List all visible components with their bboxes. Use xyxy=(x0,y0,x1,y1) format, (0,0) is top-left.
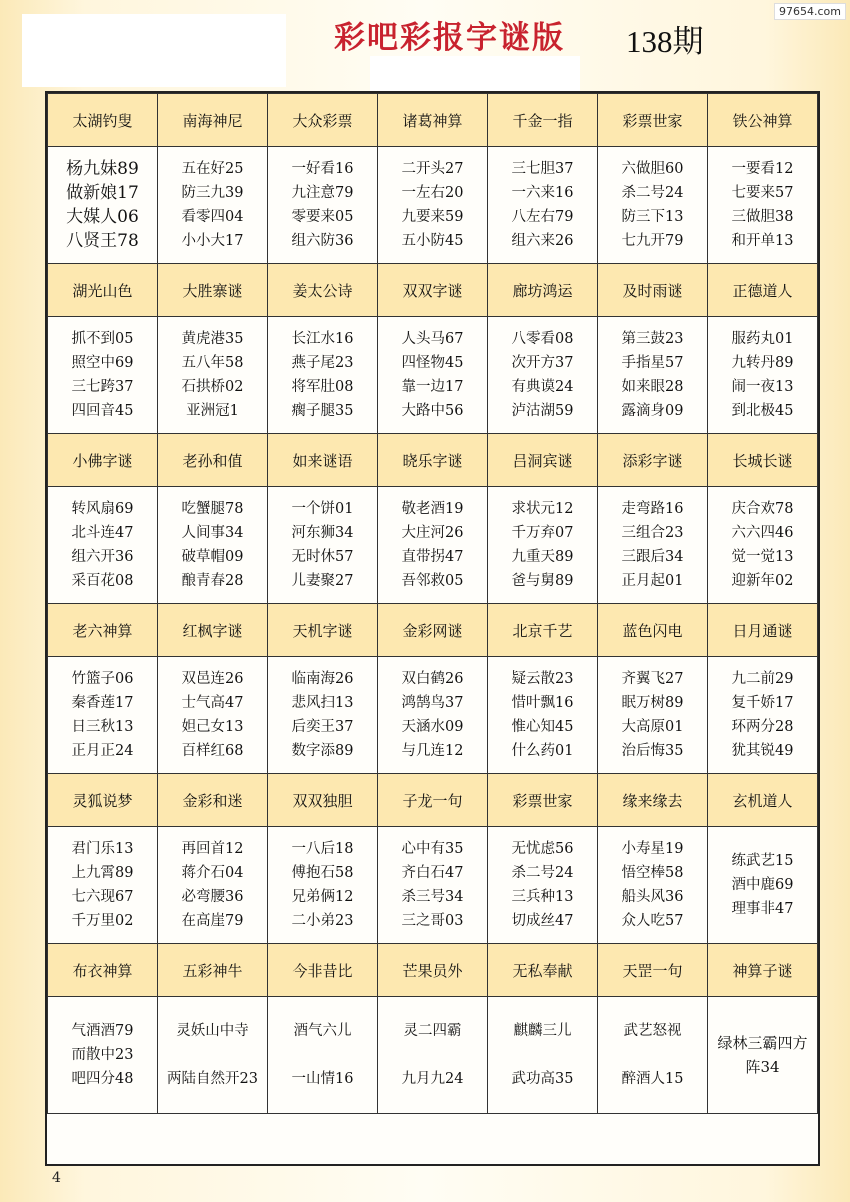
riddle-line: 如来眼28 xyxy=(621,379,684,395)
riddle-line: 破草帽09 xyxy=(181,549,244,565)
column-header: 灵狐说梦 xyxy=(48,774,158,827)
riddle-line: 大媒人06 xyxy=(66,207,139,227)
riddle-line: 麒麟三儿 xyxy=(513,1023,572,1039)
riddle-cell xyxy=(158,657,268,774)
riddle-cell xyxy=(158,317,268,434)
riddle-line: 小寿星19 xyxy=(621,841,684,857)
header-row xyxy=(48,774,818,827)
riddle-cell xyxy=(378,317,488,434)
riddle-line: 燕子尾23 xyxy=(291,355,354,371)
riddle-cell xyxy=(598,827,708,944)
riddle-line: 惟心知45 xyxy=(511,719,574,735)
column-header: 日月通谜 xyxy=(708,604,818,657)
riddle-cell xyxy=(488,997,598,1114)
riddle-line: 一左右20 xyxy=(401,185,464,201)
riddle-line: 治后悔35 xyxy=(621,743,684,759)
riddle-line: 九月九24 xyxy=(401,1071,464,1087)
column-header: 姜太公诗 xyxy=(268,264,378,317)
content-row xyxy=(48,147,818,264)
riddle-line: 第三鼓23 xyxy=(621,331,684,347)
riddle-line: 五小防45 xyxy=(401,233,464,249)
riddle-line: 五在好25 xyxy=(181,161,244,177)
riddle-line: 齐翼飞27 xyxy=(621,671,684,687)
riddle-line: 到北极45 xyxy=(731,403,794,419)
riddle-line: 灵妖山中寺 xyxy=(176,1023,249,1039)
riddle-line: 双邑连26 xyxy=(181,671,244,687)
riddle-line: 竹篮子06 xyxy=(71,671,134,687)
riddle-line: 人头马67 xyxy=(401,331,464,347)
riddle-cell xyxy=(708,147,818,264)
riddle-line: 日三秋13 xyxy=(71,719,134,735)
riddle-line: 无时休57 xyxy=(291,549,354,565)
riddle-line: 三之哥03 xyxy=(401,913,464,929)
riddle-line: 后奕王37 xyxy=(291,719,354,735)
riddle-cell xyxy=(708,997,818,1114)
riddle-line: 千万弃07 xyxy=(511,525,574,541)
column-header: 今非昔比 xyxy=(268,944,378,997)
riddle-cell xyxy=(158,487,268,604)
riddle-line: 三做胆38 xyxy=(731,209,794,225)
riddle-cell xyxy=(378,997,488,1114)
riddle-line: 气酒酒79 xyxy=(71,1023,134,1039)
riddle-line: 三组合23 xyxy=(621,525,684,541)
riddle-line: 转风扇69 xyxy=(71,501,134,517)
riddle-table xyxy=(47,93,818,1114)
riddle-line: 大庄河26 xyxy=(401,525,464,541)
blank-panel xyxy=(370,56,580,94)
column-header: 太湖钓叟 xyxy=(48,94,158,147)
riddle-line: 八左右79 xyxy=(511,209,574,225)
riddle-cell xyxy=(158,997,268,1114)
column-header: 芒果员外 xyxy=(378,944,488,997)
column-header: 千金一指 xyxy=(488,94,598,147)
riddle-line: 亚洲冠1 xyxy=(186,403,239,419)
riddle-cell xyxy=(488,827,598,944)
riddle-line: 二小弟23 xyxy=(291,913,354,929)
riddle-line: 君门乐13 xyxy=(71,841,134,857)
riddle-line: 妲己女13 xyxy=(181,719,244,735)
column-header: 红枫字谜 xyxy=(158,604,268,657)
riddle-line: 灵二四霸 xyxy=(403,1023,462,1039)
riddle-line: 吾邻救05 xyxy=(401,573,464,589)
riddle-cell xyxy=(268,827,378,944)
column-header: 大胜寨谜 xyxy=(158,264,268,317)
column-header: 天罡一句 xyxy=(598,944,708,997)
riddle-cell xyxy=(378,147,488,264)
riddle-line: 傅抱石58 xyxy=(291,865,354,881)
content-row xyxy=(48,657,818,774)
riddle-cell xyxy=(488,147,598,264)
blank-panel xyxy=(22,14,286,87)
riddle-line: 照空中69 xyxy=(71,355,134,371)
riddle-line: 七要来57 xyxy=(731,185,794,201)
riddle-line: 众人吃57 xyxy=(621,913,684,929)
column-header: 五彩神牛 xyxy=(158,944,268,997)
column-header: 无私奉献 xyxy=(488,944,598,997)
column-header: 及时雨谜 xyxy=(598,264,708,317)
riddle-line: 九转丹89 xyxy=(731,355,794,371)
riddle-line: 船头风36 xyxy=(621,889,684,905)
riddle-line: 杀三号34 xyxy=(401,889,464,905)
spacer xyxy=(598,1043,707,1067)
riddle-line: 直带拐47 xyxy=(401,549,464,565)
riddle-line: 人间事34 xyxy=(181,525,244,541)
riddle-cell xyxy=(268,657,378,774)
riddle-cell xyxy=(708,657,818,774)
riddle-line: 杀二号24 xyxy=(511,865,574,881)
spacer xyxy=(488,1043,597,1067)
riddle-line: 三跟后34 xyxy=(621,549,684,565)
riddle-line: 采百花08 xyxy=(71,573,134,589)
riddle-cell xyxy=(268,487,378,604)
header-row xyxy=(48,434,818,487)
riddle-line: 八零看08 xyxy=(511,331,574,347)
riddle-cell xyxy=(48,147,158,264)
column-header: 如来谜语 xyxy=(268,434,378,487)
riddle-cell xyxy=(708,317,818,434)
riddle-line: 再回首12 xyxy=(181,841,244,857)
riddle-line: 两陆自然开23 xyxy=(167,1071,258,1087)
riddle-line: 环两分28 xyxy=(731,719,794,735)
riddle-line: 河东狮34 xyxy=(291,525,354,541)
issue-number: 138期 xyxy=(626,24,704,59)
riddle-line: 组六开36 xyxy=(71,549,134,565)
riddle-line: 绿林三霸四方阵34 xyxy=(717,1034,808,1076)
column-header: 正德道人 xyxy=(708,264,818,317)
riddle-line: 九重天89 xyxy=(511,549,574,565)
column-header: 蓝色闪电 xyxy=(598,604,708,657)
riddle-line: 组六来26 xyxy=(511,233,574,249)
column-header: 天机字谜 xyxy=(268,604,378,657)
riddle-line: 一好看16 xyxy=(291,161,354,177)
riddle-line: 无忧虑56 xyxy=(511,841,574,857)
riddle-line: 闹一夜13 xyxy=(731,379,794,395)
riddle-line: 百样红68 xyxy=(181,743,244,759)
riddle-line: 五八年58 xyxy=(181,355,244,371)
riddle-cell xyxy=(48,997,158,1114)
content-row xyxy=(48,317,818,434)
riddle-line: 九二前29 xyxy=(731,671,794,687)
riddle-line: 酒中鹿69 xyxy=(731,877,794,893)
column-header: 金彩网谜 xyxy=(378,604,488,657)
riddle-line: 一要看12 xyxy=(731,161,794,177)
riddle-line: 长江水16 xyxy=(291,331,354,347)
column-header: 湖光山色 xyxy=(48,264,158,317)
column-header: 吕洞宾谜 xyxy=(488,434,598,487)
column-header: 北京千艺 xyxy=(488,604,598,657)
riddle-cell xyxy=(158,827,268,944)
riddle-line: 大高原01 xyxy=(621,719,684,735)
riddle-cell xyxy=(48,487,158,604)
column-header: 彩票世家 xyxy=(598,94,708,147)
riddle-line: 做新娘17 xyxy=(66,183,139,203)
riddle-line: 一个饼01 xyxy=(291,501,354,517)
riddle-line: 正月正24 xyxy=(71,743,134,759)
column-header: 子龙一句 xyxy=(378,774,488,827)
riddle-line: 求状元12 xyxy=(511,501,574,517)
riddle-line: 吧四分48 xyxy=(71,1071,134,1087)
column-header: 添彩字谜 xyxy=(598,434,708,487)
site-watermark[interactable]: 97654.com xyxy=(774,3,846,20)
riddle-line: 四回音45 xyxy=(71,403,134,419)
content-row xyxy=(48,487,818,604)
header-row xyxy=(48,94,818,147)
column-header: 神算子谜 xyxy=(708,944,818,997)
riddle-line: 七九开79 xyxy=(621,233,684,249)
riddle-line: 四怪物45 xyxy=(401,355,464,371)
riddle-cell xyxy=(268,147,378,264)
column-header: 布衣神算 xyxy=(48,944,158,997)
riddle-line: 石拱桥02 xyxy=(181,379,244,395)
page-header xyxy=(0,0,850,95)
riddle-cell xyxy=(598,317,708,434)
riddle-line: 悟空棒58 xyxy=(621,865,684,881)
riddle-line: 千万里02 xyxy=(71,913,134,929)
riddle-line: 兄弟俩12 xyxy=(291,889,354,905)
spacer xyxy=(378,1043,487,1067)
riddle-line: 蒋介石04 xyxy=(181,865,244,881)
riddle-cell xyxy=(708,487,818,604)
riddle-line: 鸿鹄鸟37 xyxy=(401,695,464,711)
riddle-line: 二开头27 xyxy=(401,161,464,177)
riddle-line: 将军肚08 xyxy=(291,379,354,395)
column-header: 双双字谜 xyxy=(378,264,488,317)
riddle-line: 什么药01 xyxy=(511,743,574,759)
riddle-line: 酒气六儿 xyxy=(293,1023,352,1039)
riddle-cell xyxy=(598,147,708,264)
page-mark: 4 xyxy=(52,1170,61,1186)
riddle-line: 防三下13 xyxy=(621,209,684,225)
column-header: 缘来缘去 xyxy=(598,774,708,827)
riddle-cell xyxy=(268,997,378,1114)
column-header: 小佛字谜 xyxy=(48,434,158,487)
riddle-cell xyxy=(598,657,708,774)
content-row xyxy=(48,997,818,1114)
riddle-line: 九要来59 xyxy=(401,209,464,225)
riddle-line: 复千娇17 xyxy=(731,695,794,711)
riddle-line: 数字添89 xyxy=(291,743,354,759)
page-title: 彩吧彩报字谜版 xyxy=(334,20,565,56)
riddle-line: 泸沽湖59 xyxy=(511,403,574,419)
column-header: 长城长谜 xyxy=(708,434,818,487)
column-header: 老六神算 xyxy=(48,604,158,657)
riddle-line: 必弯腰36 xyxy=(181,889,244,905)
riddle-cell xyxy=(158,147,268,264)
riddle-line: 双白鹤26 xyxy=(401,671,464,687)
riddle-line: 杀二号24 xyxy=(621,185,684,201)
column-header: 晓乐字谜 xyxy=(378,434,488,487)
riddle-cell xyxy=(708,827,818,944)
riddle-line: 杨九妹89 xyxy=(66,159,139,179)
riddle-line: 理事非47 xyxy=(731,901,794,917)
riddle-cell xyxy=(48,827,158,944)
riddle-line: 爸与舅89 xyxy=(511,573,574,589)
riddle-cell xyxy=(48,317,158,434)
riddle-line: 服药丸01 xyxy=(731,331,794,347)
riddle-line: 正月起01 xyxy=(621,573,684,589)
riddle-line: 瘸子腿35 xyxy=(291,403,354,419)
riddle-line: 手指星57 xyxy=(621,355,684,371)
column-header: 铁公神算 xyxy=(708,94,818,147)
riddle-line: 抓不到05 xyxy=(71,331,134,347)
column-header: 廊坊鸿运 xyxy=(488,264,598,317)
column-header: 金彩和迷 xyxy=(158,774,268,827)
riddle-line: 儿妻聚27 xyxy=(291,573,354,589)
column-header: 大众彩票 xyxy=(268,94,378,147)
riddle-line: 眠万树89 xyxy=(621,695,684,711)
riddle-line: 零要来05 xyxy=(291,209,354,225)
riddle-line: 与几连12 xyxy=(401,743,464,759)
riddle-line: 靠一边17 xyxy=(401,379,464,395)
riddle-cell xyxy=(48,657,158,774)
riddle-line: 一六来16 xyxy=(511,185,574,201)
riddle-line: 露滴身09 xyxy=(621,403,684,419)
riddle-line: 看零四04 xyxy=(181,209,244,225)
riddle-grid xyxy=(45,91,820,1166)
riddle-line: 一山情16 xyxy=(291,1071,354,1087)
content-row xyxy=(48,827,818,944)
riddle-line: 天涵水09 xyxy=(401,719,464,735)
riddle-cell xyxy=(378,827,488,944)
riddle-line: 悲风扫13 xyxy=(291,695,354,711)
riddle-line: 北斗连47 xyxy=(71,525,134,541)
riddle-line: 而散中23 xyxy=(71,1047,134,1063)
riddle-cell xyxy=(598,487,708,604)
riddle-line: 齐白石47 xyxy=(401,865,464,881)
riddle-line: 一八后18 xyxy=(291,841,354,857)
riddle-cell xyxy=(598,997,708,1114)
spacer xyxy=(268,1043,377,1067)
riddle-line: 防三九39 xyxy=(181,185,244,201)
riddle-line: 武艺怒视 xyxy=(623,1023,682,1039)
riddle-line: 次开方37 xyxy=(511,355,574,371)
riddle-line: 小小大17 xyxy=(181,233,244,249)
riddle-line: 醉酒人15 xyxy=(621,1071,684,1087)
riddle-line: 在高崖79 xyxy=(181,913,244,929)
riddle-cell xyxy=(488,487,598,604)
header-row xyxy=(48,604,818,657)
riddle-line: 心中有35 xyxy=(401,841,464,857)
riddle-line: 练武艺15 xyxy=(731,853,794,869)
riddle-line: 走弯路16 xyxy=(621,501,684,517)
riddle-line: 七六现67 xyxy=(71,889,134,905)
riddle-line: 切成丝47 xyxy=(511,913,574,929)
header-row xyxy=(48,944,818,997)
riddle-line: 三兵种13 xyxy=(511,889,574,905)
riddle-line: 和开单13 xyxy=(731,233,794,249)
riddle-line: 武功高35 xyxy=(511,1071,574,1087)
riddle-line: 八贤王78 xyxy=(66,231,139,251)
riddle-line: 犹其锐49 xyxy=(731,743,794,759)
riddle-cell xyxy=(268,317,378,434)
riddle-line: 秦香莲17 xyxy=(71,695,134,711)
riddle-line: 庆合欢78 xyxy=(731,501,794,517)
riddle-line: 组六防36 xyxy=(291,233,354,249)
riddle-cell xyxy=(378,657,488,774)
riddle-line: 有典谟24 xyxy=(511,379,574,395)
riddle-line: 觉一觉13 xyxy=(731,549,794,565)
riddle-line: 临南海26 xyxy=(291,671,354,687)
column-header: 玄机道人 xyxy=(708,774,818,827)
riddle-line: 三七胆37 xyxy=(511,161,574,177)
riddle-line: 士气高47 xyxy=(181,695,244,711)
spacer xyxy=(158,1043,267,1067)
column-header: 诸葛神算 xyxy=(378,94,488,147)
riddle-line: 上九霄89 xyxy=(71,865,134,881)
riddle-line: 惜叶飘16 xyxy=(511,695,574,711)
header-row xyxy=(48,264,818,317)
riddle-line: 大路中56 xyxy=(401,403,464,419)
riddle-line: 六六四46 xyxy=(731,525,794,541)
riddle-cell xyxy=(488,657,598,774)
riddle-line: 六做胆60 xyxy=(621,161,684,177)
riddle-cell xyxy=(378,487,488,604)
column-header: 双双独胆 xyxy=(268,774,378,827)
riddle-line: 敬老酒19 xyxy=(401,501,464,517)
riddle-line: 吃蟹腿78 xyxy=(181,501,244,517)
riddle-line: 黄虎港35 xyxy=(181,331,244,347)
column-header: 彩票世家 xyxy=(488,774,598,827)
column-header: 老孙和值 xyxy=(158,434,268,487)
riddle-line: 迎新年02 xyxy=(731,573,794,589)
riddle-line: 疑云散23 xyxy=(511,671,574,687)
riddle-line: 九注意79 xyxy=(291,185,354,201)
riddle-line: 三七跨37 xyxy=(71,379,134,395)
riddle-line: 酿青春28 xyxy=(181,573,244,589)
column-header: 南海神尼 xyxy=(158,94,268,147)
riddle-cell xyxy=(488,317,598,434)
